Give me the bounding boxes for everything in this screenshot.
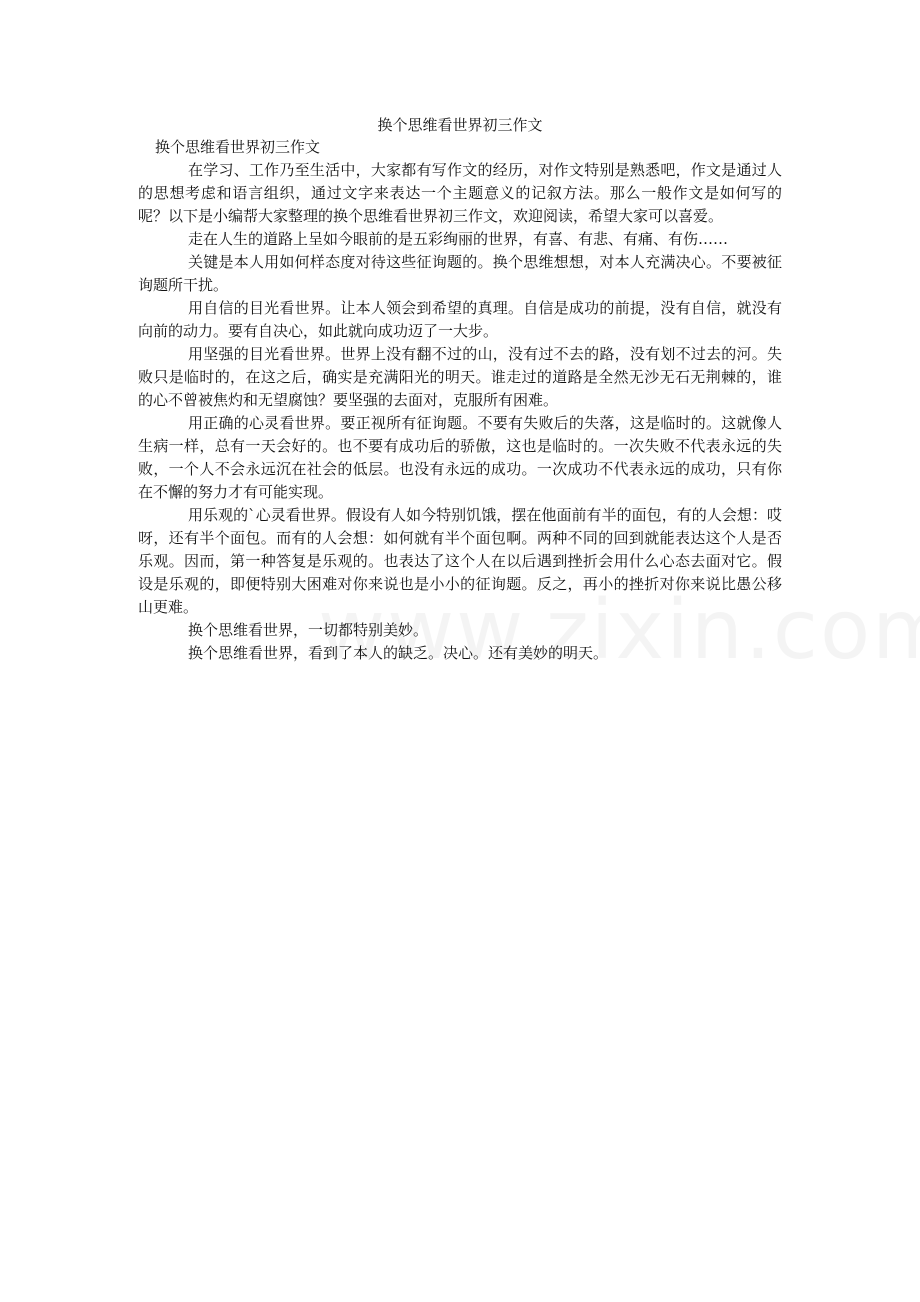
document-subtitle: 换个思维看世界初三作文 (155, 138, 321, 156)
document-title: 换个思维看世界初三作文 (377, 116, 543, 134)
paragraph-beautiful: 换个思维看世界，一切都特别美妙。 (188, 621, 429, 639)
paragraph-intro: 在学习、工作乃至生活中，大家都有写作文的经历，对作文特别是熟悉吧，作文是通过人的思想考虑和语言组织，通过文字来表达一个主题意义的记叙方法。那么一般作文是如何写的呢？以下是小编帮大家整理的换个思维看世界初三作文，欢迎阅读，希望大家可以喜爱。 (138, 161, 782, 225)
paragraph-conclusion: 换个思维看世界，看到了本人的缺乏。决心。还有美妙的明天。 (188, 644, 609, 662)
document-body (138, 136, 782, 665)
paragraph-correct-mind: 用正确的心灵看世界。要正视所有征询题。不要有失败后的失落，这是临时的。这就像人生病一样，总有一天会好的。也不要有成功后的骄傲，这也是临时的。一次失败不代表永远的失败，一个人不会永远沉在社会的低层。也没有永远的成功。一次成功不代表永远的成功，只有你在不懈的努力才有可能实现。 (138, 414, 782, 501)
paragraph-attitude: 关键是本人用如何样态度对待这些征询题的。换个思维想想，对本人充满决心。不要被征询题所干扰。 (138, 253, 782, 294)
paragraph-life-road: 走在人生的道路上呈如今眼前的是五彩绚丽的世界，有喜、有悲、有痛、有伤…… (188, 230, 729, 248)
paragraph-confidence: 用自信的目光看世界。让本人领会到希望的真理。自信是成功的前提，没有自信，就没有向前的动力。要有自决心，如此就向成功迈了一大步。 (138, 299, 782, 340)
paragraph-optimism: 用乐观的`心灵看世界。假设有人如今特别饥饿，摆在他面前有半的面包，有的人会想：哎呀，还有半个面包。而有的人会想：如何就有半个面包啊。两种不同的回到就能表达这个人是否乐观。因而，第一种答复是乐观的。也表达了这个人在以后遇到挫折会用什么心态去面对它。假设是乐观的，即便特别大困难对你来说也是小小的征询题。反之，再小的挫折对你来说比愚公移山更难。 (138, 506, 782, 616)
paragraph-strength: 用坚强的目光看世界。世界上没有翻不过的山，没有过不去的路，没有划不过去的河。失败只是临时的，在这之后，确实是充满阳光的明天。谁走过的道路是全然无沙无石无荆棘的，谁的心不曾被焦灼和无望腐蚀？要坚强的去面对，克服所有困难。 (138, 345, 782, 409)
